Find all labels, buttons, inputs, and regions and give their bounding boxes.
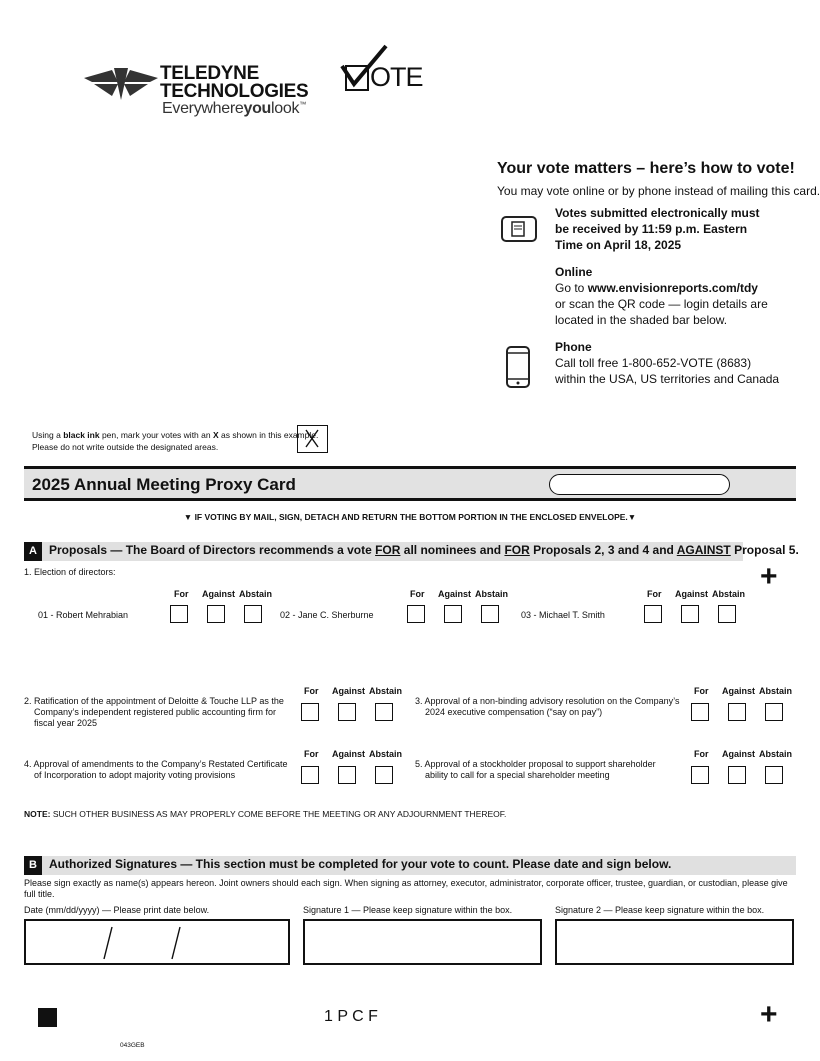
sig1-label: Signature 1 — Please keep signature within the box. xyxy=(303,905,513,915)
nominee-3-against-checkbox[interactable] xyxy=(681,605,699,623)
card-title-bar xyxy=(24,466,796,501)
col-for: For xyxy=(410,589,425,599)
logo-tagline: Everywhereyoulook™ xyxy=(162,100,306,117)
col-abstain: Abstain xyxy=(369,686,403,696)
proposal-2: 2. Ratification of the appointment of Deloitte & Touche LLP as the Company’s independent registered public accounting firm for fiscal year 2025 xyxy=(24,696,284,728)
proposal-4-abstain-checkbox[interactable] xyxy=(375,766,393,784)
proposal-2-for-checkbox[interactable] xyxy=(301,703,319,721)
form-id: 043GEB xyxy=(120,1042,145,1049)
col-abstain: Abstain xyxy=(369,749,403,759)
teledyne-logo xyxy=(84,64,314,122)
col-abstain: Abstain xyxy=(759,749,793,759)
col-against: Against xyxy=(675,589,709,599)
col-for: For xyxy=(647,589,662,599)
nominee-2-abstain-checkbox[interactable] xyxy=(481,605,499,623)
online-url[interactable]: www.envisionreports.com/tdy xyxy=(587,281,758,295)
proposal-4-against-checkbox[interactable] xyxy=(338,766,356,784)
online-heading: Online xyxy=(555,265,593,279)
teledyne-mark-icon xyxy=(84,66,158,102)
example-mark-box xyxy=(297,425,328,453)
nominee-2-against-checkbox[interactable] xyxy=(444,605,462,623)
proposal-5: 5. Approval of a stockholder proposal to support shareholder ability to call for a special shareholder meeting xyxy=(415,759,656,780)
nominee-1: 01 - Robert Mehrabian xyxy=(38,610,129,620)
nominee-3-abstain-checkbox[interactable] xyxy=(718,605,736,623)
qr-placeholder-field xyxy=(549,474,730,495)
signature-1-field[interactable] xyxy=(303,919,542,965)
proposal-3-abstain-checkbox[interactable] xyxy=(765,703,783,721)
x-mark-icon xyxy=(298,426,326,451)
plus-mark-bottom: + xyxy=(760,998,778,1031)
col-for: For xyxy=(304,749,319,759)
section-b-letter: B xyxy=(24,856,42,875)
section-a-letter: A xyxy=(24,542,42,561)
nominee-1-abstain-checkbox[interactable] xyxy=(244,605,262,623)
nominee-3-for-checkbox[interactable] xyxy=(644,605,662,623)
proposal-4-for-checkbox[interactable] xyxy=(301,766,319,784)
signature-instructions: Please sign exactly as name(s) appears hereon. Joint owners should each sign. When signing as attorney, executor, administrator, corporate officer, trustee, guardian, or custodian, please give full title. xyxy=(24,878,788,899)
logo-line2: TECHNOLOGIES xyxy=(160,81,309,102)
vote-logo xyxy=(340,44,423,94)
nominee-1-against-checkbox[interactable] xyxy=(207,605,225,623)
col-against: Against xyxy=(202,589,236,599)
form-code: 1 P C F xyxy=(324,1008,378,1025)
col-against: Against xyxy=(332,686,366,696)
online-instructions: Go to www.envisionreports.com/tdy or scan the QR code — login details are located in the shaded bar below. xyxy=(555,281,768,327)
proposal-2-abstain-checkbox[interactable] xyxy=(375,703,393,721)
nominee-1-for-checkbox[interactable] xyxy=(170,605,188,623)
phone-heading: Phone xyxy=(555,340,592,354)
section-a-heading: Proposals — The Board of Directors recommends a vote FOR all nominees and FOR Proposals 2, 3 and 4 and AGAINST Proposal 5. xyxy=(49,543,799,557)
mail-instruction: ▼ IF VOTING BY MAIL, SIGN, DETACH AND RETURN THE BOTTOM PORTION IN THE ENCLOSED ENVELOPE.▼ xyxy=(183,512,637,522)
date-label: Date (mm/dd/yyyy) — Please print date below. xyxy=(24,905,210,915)
signature-2-field[interactable] xyxy=(555,919,794,965)
proposal-2-against-checkbox[interactable] xyxy=(338,703,356,721)
registration-square xyxy=(38,1008,57,1027)
col-against: Against xyxy=(332,749,366,759)
col-abstain: Abstain xyxy=(239,589,273,599)
computer-icon xyxy=(500,214,538,244)
proposal-5-for-checkbox[interactable] xyxy=(691,766,709,784)
sig2-label: Signature 2 — Please keep signature within the box. xyxy=(555,905,765,915)
col-abstain: Abstain xyxy=(759,686,793,696)
col-for: For xyxy=(174,589,189,599)
phone-icon xyxy=(505,345,531,389)
note: NOTE: SUCH OTHER BUSINESS AS MAY PROPERLY COME BEFORE THE MEETING OR ANY ADJOURNMENT THEREOF. xyxy=(24,809,507,819)
vote-word: OTE xyxy=(370,62,423,92)
election-label: 1. Election of directors: xyxy=(24,567,116,577)
section-b-bar xyxy=(24,856,796,875)
vote-info-title: Your vote matters – here’s how to vote! xyxy=(497,160,795,177)
plus-mark-top: + xyxy=(760,560,778,593)
date-slashes xyxy=(26,921,288,963)
col-against: Against xyxy=(722,686,756,696)
col-for: For xyxy=(694,686,709,696)
proposal-4: 4. Approval of amendments to the Company’s Restated Certificate of Incorporation to adopt majority voting provisions xyxy=(24,759,288,780)
vote-info-subtitle: You may vote online or by phone instead of mailing this card. xyxy=(497,184,820,198)
proposal-3: 3. Approval of a non-binding advisory resolution on the Company’s 2024 executive compensation (“say on pay”) xyxy=(415,696,680,717)
nominee-2: 02 - Jane C. Sherburne xyxy=(280,610,374,620)
vote-deadline: Votes submitted electronically must be received by 11:59 p.m. Eastern Time on April 18, 2025 xyxy=(555,206,760,252)
mark-instructions: Using a black ink pen, mark your votes with an X as shown in this example. Please do not write outside the designated areas. xyxy=(32,430,319,452)
col-against: Against xyxy=(438,589,472,599)
section-a-bar xyxy=(24,542,799,561)
col-abstain: Abstain xyxy=(475,589,509,599)
logo-line1: TELEDYNE xyxy=(160,63,259,84)
proposal-3-for-checkbox[interactable] xyxy=(691,703,709,721)
nominee-3: 03 - Michael T. Smith xyxy=(521,610,605,620)
proposal-3-against-checkbox[interactable] xyxy=(728,703,746,721)
nominee-2-for-checkbox[interactable] xyxy=(407,605,425,623)
date-field[interactable] xyxy=(24,919,290,965)
col-for: For xyxy=(694,749,709,759)
col-for: For xyxy=(304,686,319,696)
section-b-heading: Authorized Signatures — This section must be completed for your vote to count. Please date and sign below. xyxy=(49,857,672,871)
col-abstain: Abstain xyxy=(712,589,746,599)
proposal-5-abstain-checkbox[interactable] xyxy=(765,766,783,784)
card-title: 2025 Annual Meeting Proxy Card xyxy=(32,475,296,494)
proposal-5-against-checkbox[interactable] xyxy=(728,766,746,784)
col-against: Against xyxy=(722,749,756,759)
phone-instructions: Call toll free 1-800-652-VOTE (8683) within the USA, US territories and Canada xyxy=(555,356,780,386)
